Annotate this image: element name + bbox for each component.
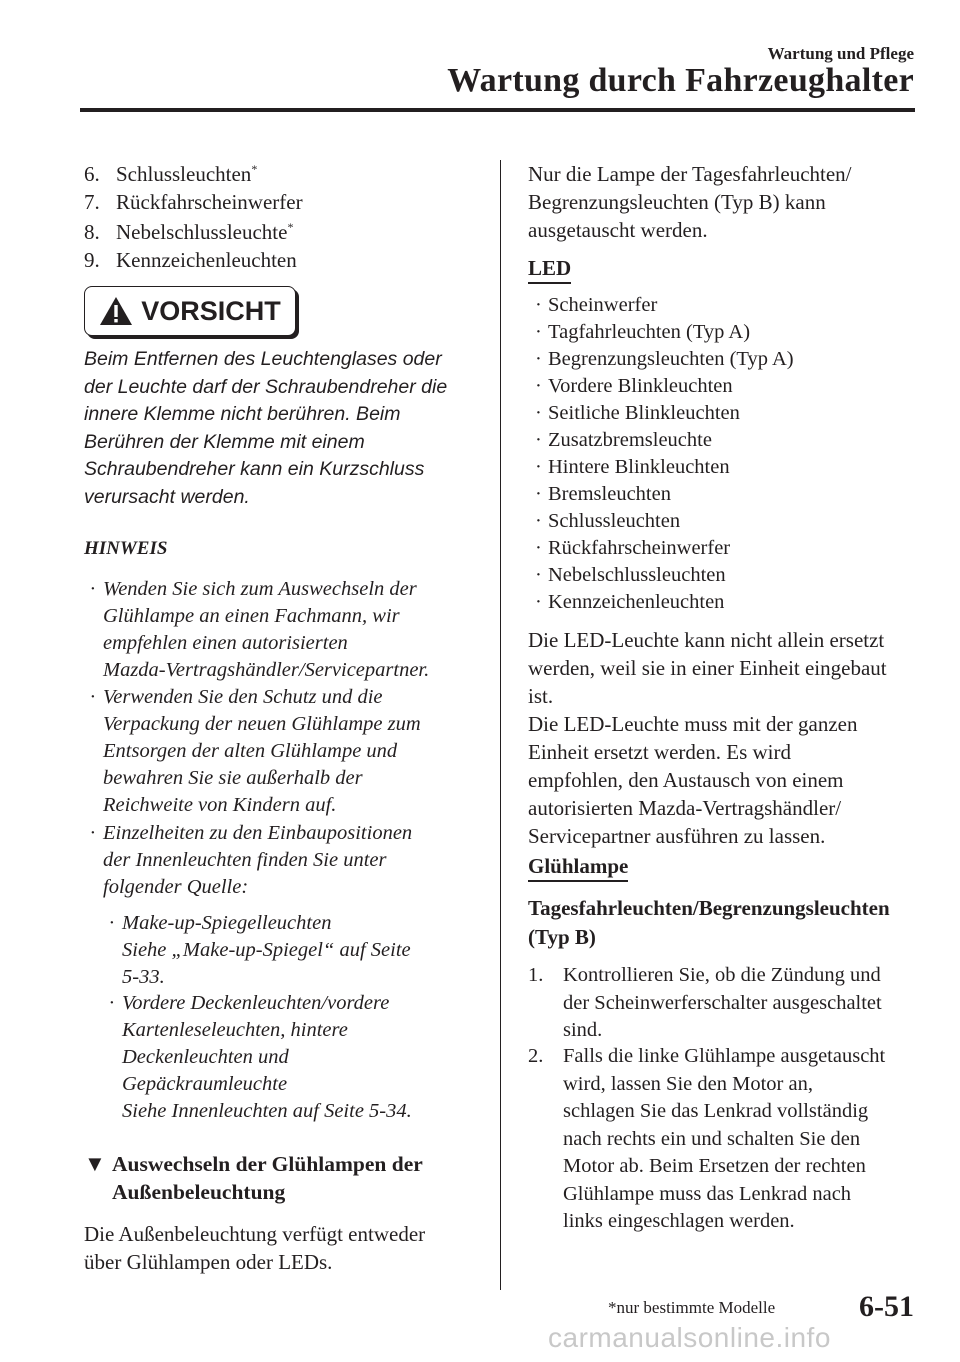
list-item: · Scheinwerfer <box>535 294 658 316</box>
list-item: · Begrenzungsleuchten (Typ A) <box>535 348 794 370</box>
triangle-marker-icon: ▼ <box>84 1151 106 1176</box>
note-sub-bullet: · Vordere Deckenleuchten/vordere Kartenleseleuchten, hintere Deckenleuchten und Gepäckraumleuchte Siehe Innenleuchten auf Seite 5-34. <box>109 992 412 1122</box>
led-paragraph: Die LED-Leuchte kann nicht allein ersetzt werden, weil sie in einer Einheit eingebaut ist. Die LED-Leuchte muss mit der ganzen Einheit ersetzt werden. Es wird empfohlen, den Austausch von einem autorisierten Mazda-Vertragshändler/ Servicepartner ausführen zu lassen. <box>528 628 887 848</box>
list-item: · Bremsleuchten <box>535 483 671 505</box>
watermark: carmanualsonline.info <box>548 1322 831 1353</box>
caution-box <box>84 286 296 336</box>
header-rule <box>80 108 915 112</box>
section-body: Die Außenbeleuchtung verfügt entweder über Glühlampen oder LEDs. <box>84 1222 426 1274</box>
section-title: Wartung und Pflege <box>767 44 914 63</box>
numbered-item: 7. Rückfahrscheinwerfer <box>84 190 303 214</box>
bulb-heading: Glühlampe <box>528 854 628 882</box>
numbered-item: 6. Schlussleuchten* <box>84 162 258 186</box>
list-item: · Schlussleuchten <box>535 510 681 532</box>
list-item: · Nebelschlussleuchten <box>535 564 726 586</box>
list-item: · Tagfahrleuchten (Typ A) <box>535 321 751 343</box>
note-sub-bullet: · Make-up-Spiegelleuchten Siehe „Make-up-Spiegel“ auf Seite 5-33. <box>109 912 411 988</box>
column-divider <box>500 160 501 1290</box>
footnote: *nur bestimmte Modelle <box>608 1298 776 1317</box>
list-item: · Hintere Blinkleuchten <box>535 456 730 478</box>
list-item: · Seitliche Blinkleuchten <box>535 402 740 424</box>
list-item: · Rückfahrscheinwerfer <box>535 537 731 559</box>
caution-text: Beim Entfernen des Leuchtenglases oder der Leuchte darf der Schraubendreher die innere Klemme nicht berühren. Beim Berühren der Klemme mit einem Schraubendreher kann ein Kurzschluss verursacht werden. <box>84 348 448 508</box>
list-item: · Zusatzbremsleuchte <box>535 429 712 451</box>
intro-paragraph: Nur die Lampe der Tagesfahrleuchten/ Begrenzungsleuchten (Typ B) kann ausgetauscht werden. <box>528 162 852 242</box>
numbered-item: 9. Kennzeichenleuchten <box>84 248 297 272</box>
led-heading: LED <box>528 256 571 284</box>
bulb-subheading: Tagesfahrleuchten/Begrenzungsleuchten (Typ B) <box>528 896 890 949</box>
section-heading: ▼ Auswechseln der Glühlampen der Außenbeleuchtung <box>84 1151 423 1204</box>
step-item: 2. Falls die linke Glühlampe ausgetauscht wird, lassen Sie den Motor an, schlagen Sie das Lenkrad vollständig nach rechts ein und schalten Sie den Motor ab. Beim Ersetzen der rechten Glühlampe muss das Lenkrad nach links eingeschlagen werden. <box>528 1045 886 1232</box>
list-item: · Kennzeichenleuchten <box>535 591 725 613</box>
caution-label: VORSICHT <box>141 295 281 326</box>
note-bullet: · Wenden Sie sich zum Auswechseln der Glühlampe an einen Fachmann, wir empfehlen einen autorisierten Mazda-Vertragshändler/Servicepartner. <box>90 578 430 681</box>
footnote-asterisk: * <box>251 162 258 176</box>
chapter-title: Wartung durch Fahrzeughalter <box>447 62 914 99</box>
footnote-asterisk: * <box>287 220 294 234</box>
warning-icon <box>99 296 133 326</box>
note-bullet: · Einzelheiten zu den Einbaupositionen der Innenleuchten finden Sie unter folgender Quelle: <box>90 822 413 898</box>
note-heading: HINWEIS <box>84 538 168 559</box>
note-bullet: · Verwenden Sie den Schutz und die Verpackung der neuen Glühlampe zum Entsorgen der alten Glühlampe und bewahren Sie sie außerhalb der Reichweite von Kindern auf. <box>90 686 421 816</box>
page-number: 6-51 <box>859 1290 914 1323</box>
numbered-item: 8. Nebelschlussleuchte* <box>84 220 294 244</box>
list-item: · Vordere Blinkleuchten <box>535 375 733 397</box>
step-item: 1. Kontrollieren Sie, ob die Zündung und der Scheinwerferschalter ausgeschaltet sind. <box>528 964 882 1041</box>
